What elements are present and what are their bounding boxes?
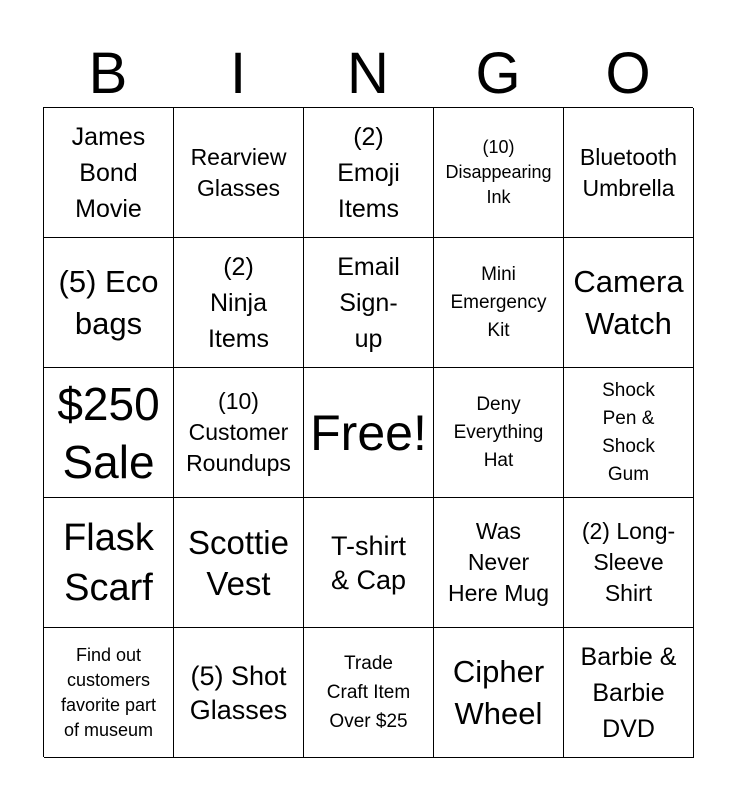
cell-text: Email Sign- up [337,252,400,353]
cell-text: Trade Craft Item Over $25 [326,653,411,732]
cell-text: Cipher Wheel [452,653,545,731]
cell-text: Shock Pen & Shock Gum [602,379,655,485]
bingo-cell[interactable] [434,498,564,628]
cell-text: Find out customers favorite part of museum [60,644,157,740]
bingo-cell[interactable] [564,238,694,368]
cell-text: Barbie & Barbie DVD [580,642,677,743]
bingo-cell[interactable] [434,368,564,498]
cell-text: T-shirt & Cap [330,530,407,595]
cell-text: Camera Watch [573,263,684,341]
bingo-cell[interactable] [434,628,564,758]
bingo-cell[interactable] [174,238,304,368]
header-letter-g: G [475,41,521,106]
bingo-cell[interactable] [174,108,304,238]
bingo-cell[interactable] [174,368,304,498]
cell-text: (10) Customer Roundups [186,388,291,476]
cell-text: (10) Disappearing Ink [445,137,552,207]
cell-text: James Bond Movie [71,122,146,223]
cell-text: (5) Eco bags [58,263,159,341]
cell-text: Mini Emergency Kit [450,263,547,341]
bingo-cell[interactable] [304,238,434,368]
bingo-grid [43,107,693,757]
cell-text: (2) Long- Sleeve Shirt [581,518,676,606]
cell-text: Scottie Vest [188,523,289,602]
bingo-cell[interactable] [174,628,304,758]
bingo-cell[interactable] [564,498,694,628]
bingo-header [43,40,693,108]
cell-text: (5) Shot Glasses [189,660,288,725]
cell-text: Free! [310,404,427,461]
bingo-cell[interactable] [304,108,434,238]
bingo-cell[interactable] [44,238,174,368]
bingo-cell[interactable] [44,108,174,238]
bingo-cell[interactable] [304,628,434,758]
cell-text: Deny Everything Hat [453,393,544,471]
bingo-cell[interactable] [44,368,174,498]
free-space-cell[interactable] [304,368,434,498]
header-letter-n: N [347,41,389,106]
bingo-cell[interactable] [44,628,174,758]
cell-text: Bluetooth Umbrella [579,143,678,201]
bingo-cell[interactable] [174,498,304,628]
cell-text: Flask Scarf [63,516,154,609]
header-letter-b: B [88,41,128,106]
cell-text: $250 Sale [57,377,160,488]
header-letter-o: O [605,41,651,106]
header-letter-i: I [229,41,247,106]
cell-text: Rearview Glasses [190,143,287,201]
bingo-cell[interactable] [564,368,694,498]
cell-text: (2) Emoji Items [337,122,400,223]
bingo-cell[interactable] [434,238,564,368]
cell-text: (2) Ninja Items [207,252,270,353]
bingo-cell[interactable] [564,628,694,758]
bingo-cell[interactable] [434,108,564,238]
cell-text: Was Never Here Mug [448,518,549,606]
bingo-cell[interactable] [564,108,694,238]
bingo-cell[interactable] [304,498,434,628]
bingo-cell[interactable] [44,498,174,628]
